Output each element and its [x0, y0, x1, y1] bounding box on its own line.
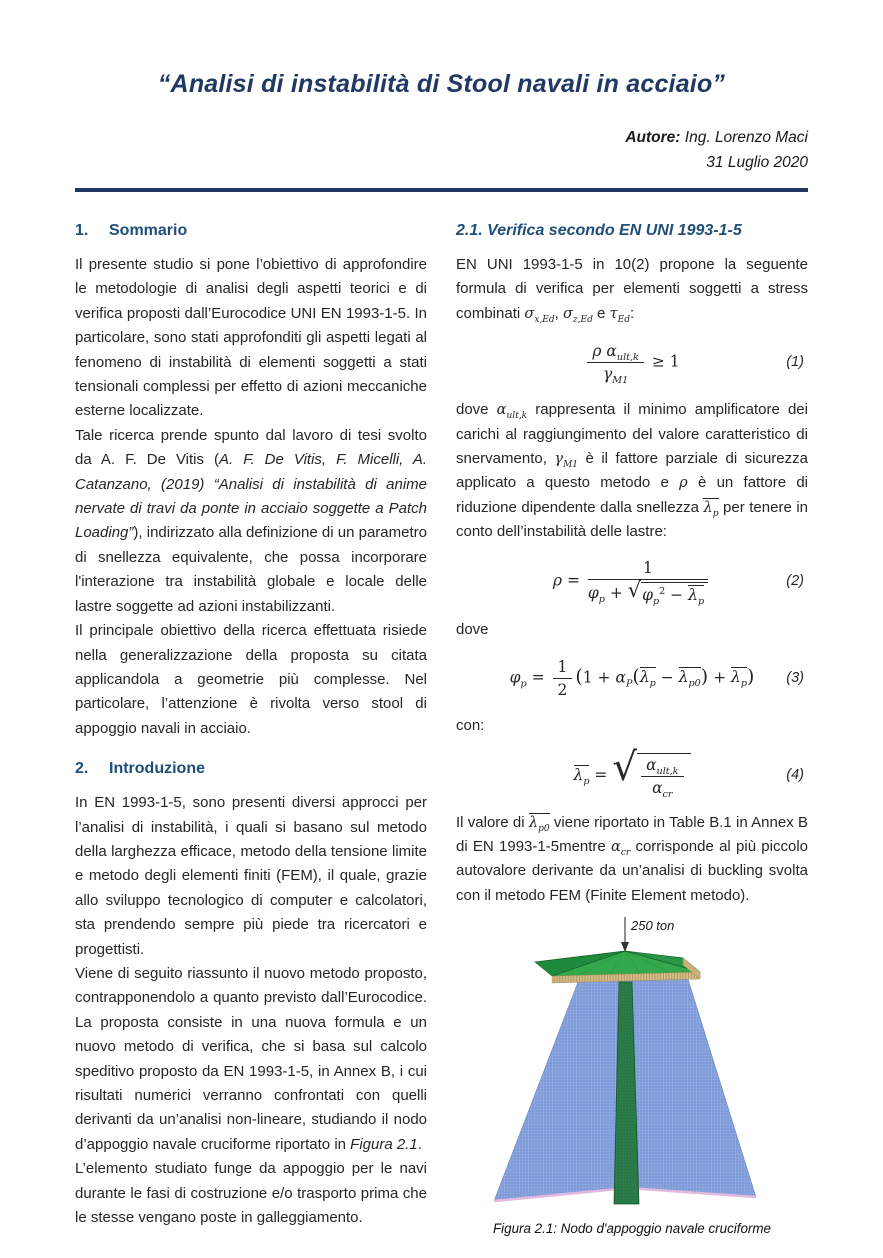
- equation-number: (4): [786, 766, 804, 783]
- paragraph: dove: [456, 620, 489, 638]
- equation-formula: $\lambda_p$ = √ $\frac{\alpha_{ult,k}}{\alpha_{cr}}$: [574, 753, 691, 797]
- figure-caption: Figura 2.1: Nodo d'appoggio navale cruciforme: [493, 1221, 771, 1237]
- equation-number: (3): [786, 670, 804, 687]
- fem-model-figure: [456, 914, 808, 1236]
- document-page: [75, 0, 808, 1236]
- right-column: [456, 222, 808, 1236]
- equation-2: [456, 558, 808, 607]
- left-column: [75, 222, 427, 1236]
- section-title: Introduzione: [109, 760, 205, 778]
- author-block: [75, 125, 808, 175]
- section-title: Sommario: [109, 222, 188, 239]
- equation-1: [456, 340, 808, 384]
- top-plate: [535, 951, 700, 983]
- section-heading-introduzione: [75, 760, 427, 778]
- equation-formula: ρ = 1 $\varphi_p$ + √ $\varphi_p^2 - \lambda_p$: [553, 559, 711, 604]
- equation-4: [456, 744, 808, 800]
- page-title: “Analisi di instabilità di Stool navali in acciaio”: [157, 70, 726, 98]
- paragraph: Viene di seguito riassunto il nuovo metodo proposto, contrapponendolo a quanto previsto dall’Eurocodice. La proposta consiste in una nuova formula e un nuovo metodo di verifica, che si basa sul calcolo speditivo proposto da EN 1993-1-5, in Annex B, i cui risultati numerici verranno confrontati con quelli derivanti da un’analisi non-lineare, studiando il nodo d’appoggio navale cruciforme riportato in Figura 2.1.: [75, 964, 427, 1153]
- equation-number: (1): [786, 354, 804, 371]
- equation-formula: $\varphi_p$ = $\frac{1}{2}$ $(1 + \alpha_P(\lambda_p - \lambda_{p0}) + \lambda_p)$: [509, 657, 755, 699]
- section-heading-verifica: 2.1. Verifica secondo EN UNI 1993-1-5: [456, 222, 742, 239]
- equation-number: (2): [786, 573, 804, 590]
- paragraph: Il presente studio si pone l’obiettivo di approfondire le metodologie di analisi degli aspetti teorici e di verifica proposti dall’Eurocodice UNI EN 1993-1-5. In particolare, sono stati approfonditi gli aspetti legati al fenomeno di instabilità di elementi soggetti a stati tensionali complessi per effetto di azioni meccaniche esterne localizzate.: [75, 256, 427, 420]
- equation-3: [456, 656, 808, 700]
- paragraph: Tale ricerca prende spunto dal lavoro di tesi svolto da A. F. De Vitis (A. F. De Vitis, F. Micelli, A. Catanzano, (2019) “Analisi di instabilità di anime nervate di travi da ponte in acciaio soggette a Patch Loading”), indirizzato alla definizione di un parametro di snellezza equivalente, che possa incorporare l'interazione tra instabilità globale e locale delle lastre soggette ad azioni instabilizzanti.: [75, 426, 427, 615]
- section-number: 1.: [75, 222, 89, 239]
- paragraph: Il valore di $\lambda_{p0}$ viene riportato in Table B.1 in Annex B di EN 1993-1-5mentre $\alpha_{cr}$ corrisponde al più piccolo autovalore derivante da un’analisi di buckling svolta con il metodo FEM (Finite Element metodo).: [456, 813, 808, 904]
- equation-formula: $\frac{\rho \alpha_{ult,k}}{\gamma_{M1}}$ ≥ 1: [584, 342, 679, 383]
- paragraph: EN UNI 1993-1-5 in 10(2) propone la seguente formula di verifica per elementi soggetti a stress combinati $\sigma_{x,Ed}$, $\sigma_{z,Ed}$ e $\tau_{Ed}$:: [456, 256, 808, 325]
- author-label: Autore:: [625, 129, 681, 146]
- two-column-layout: [75, 222, 808, 1236]
- paragraph: L’elemento studiato funge da appoggio per le navi durante le fasi di costruzione e/o trasporto prima che le stesse vengano poste in galleggiamento.: [75, 1160, 427, 1227]
- load-arrow: [621, 917, 629, 952]
- date-line: 31 Luglio 2020: [706, 154, 808, 171]
- divider-rule: [75, 188, 808, 192]
- paragraph: Il principale obiettivo della ricerca effettuata risiede nella generalizzazione della proposta su citata applicandola a geometrie più complesse. Nel particolare, l’attenzione è rivolta verso stool di appoggio navali in acciaio.: [75, 622, 427, 737]
- section-number: 2.: [75, 760, 89, 778]
- paragraph: con:: [456, 717, 485, 735]
- paragraph: In EN 1993-1-5, sono presenti diversi approcci per l’analisi di instabilità, i quali si basano sul metodo della larghezza efficace, metodo della tensione limite e metodo degli elementi finiti (FEM), il quale, grazie allo sviluppo tecnologico di computer e calcolatori, sta prendendo sempre più piede tra ricercatori e progettisti.: [75, 794, 427, 958]
- paragraph: dove $\alpha_{ult,k}$ rappresenta il minimo amplificatore dei carichi al raggiungimento del valore caratteristico di snervamento, $\gamma_{M1}$ è il fattore parziale di sicurezza applicato a questo metodo e ρ è un fattore di riduzione dipendente dalla snellezza $\lambda_p$ per tenere in conto dell’instabilità delle lastre:: [456, 401, 808, 541]
- author-name: Ing. Lorenzo Maci: [684, 129, 808, 146]
- section-heading-sommario: [75, 222, 427, 240]
- author-line: [75, 125, 808, 150]
- fem-model-drawing: [480, 914, 784, 1212]
- load-label: 250 ton: [631, 918, 675, 934]
